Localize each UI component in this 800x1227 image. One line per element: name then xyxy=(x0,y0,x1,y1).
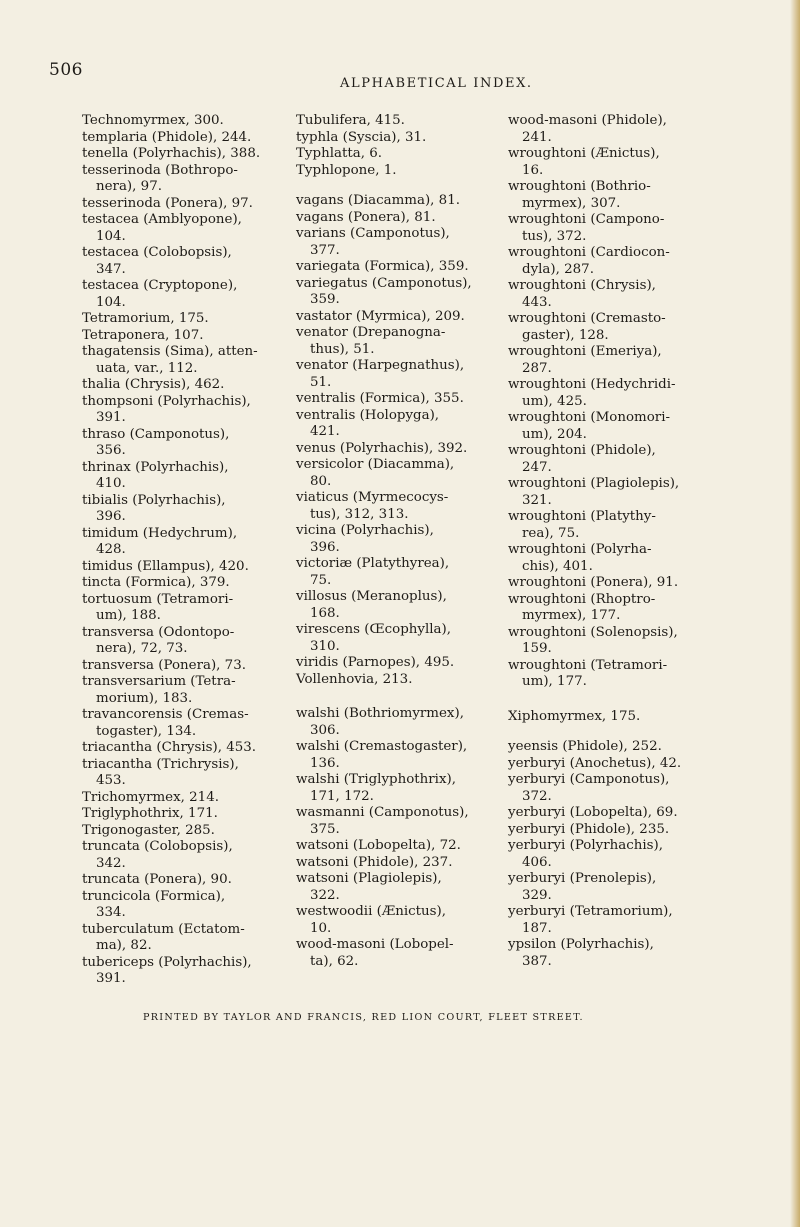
index-entry: walshi (Triglyphothrix), xyxy=(296,772,457,787)
index-entry: wroughtoni (Rhoptro- xyxy=(508,591,656,607)
index-entry-continuation: 359. xyxy=(310,292,340,307)
index-entry-continuation: 136. xyxy=(310,755,340,771)
index-entry: tortuosum (Tetramori- xyxy=(82,591,234,607)
index-entry: ypsilon (Polyrhachis), xyxy=(508,937,654,952)
index-entry: watsoni (Plagiolepis), xyxy=(296,871,442,886)
index-entry: yerburyi (Lobopelta), 69. xyxy=(508,805,678,820)
index-entry-continuation: 159. xyxy=(522,641,552,656)
index-entry: Technomyrmex, 300. xyxy=(82,113,224,128)
index-entry: wroughtoni (Plagiolepis), xyxy=(508,476,680,491)
index-entry: yerburyi (Phidole), 235. xyxy=(508,821,670,837)
index-entry-continuation: gaster), 128. xyxy=(522,327,609,343)
section-gap xyxy=(296,179,506,193)
index-entry: testacea (Colobopsis), xyxy=(82,245,232,260)
index-entry: wroughtoni (Emeriya), xyxy=(508,344,662,359)
index-entry-continuation: 171, 172. xyxy=(310,788,374,804)
index-entry-continuation: 342. xyxy=(96,855,126,871)
index-entry: vagans (Ponera), 81. xyxy=(296,209,436,225)
index-entry: westwoodii (Ænictus), xyxy=(296,904,447,919)
index-entry-continuation: ta), 62. xyxy=(310,953,359,969)
index-entry: tibialis (Polyrhachis), xyxy=(82,492,226,508)
index-entry-continuation: tus), 372. xyxy=(522,228,587,244)
index-entry-continuation: 396. xyxy=(96,509,126,524)
index-entry-continuation: 391. xyxy=(96,971,126,986)
index-entry: testacea (Amblyopone), xyxy=(82,212,242,227)
index-entry-continuation: 387. xyxy=(522,953,552,969)
index-entry-continuation: 287. xyxy=(522,360,552,376)
running-head-title: ALPHABETICAL INDEX. xyxy=(340,76,533,91)
index-entry-continuation: uata, var., 112. xyxy=(96,360,198,376)
index-entry: testacea (Cryptopone), xyxy=(82,278,238,293)
printer-imprint: PRINTED BY TAYLOR AND FRANCIS, RED LION COURT, FLEET STREET. xyxy=(143,1012,584,1023)
index-entry: tenella (Polyrhachis), 388. xyxy=(82,146,261,161)
index-entry-continuation: 428. xyxy=(96,542,126,557)
index-entry: versicolor (Diacamma), xyxy=(296,457,455,472)
index-entry-continuation: 51. xyxy=(310,374,332,390)
index-entry-continuation: 310. xyxy=(310,638,340,654)
index-entry: villosus (Meranoplus), xyxy=(296,589,447,604)
index-entry: wroughtoni (Monomori- xyxy=(508,410,671,425)
page-number: 506 xyxy=(49,60,83,80)
index-entry-continuation: um), 177. xyxy=(522,674,587,689)
index-entry-continuation: myrmex), 177. xyxy=(522,608,621,623)
index-entry: yerburyi (Tetramorium), xyxy=(508,904,673,919)
index-entry: wroughtoni (Platythy- xyxy=(508,509,656,524)
index-entry: wroughtoni (Cremasto- xyxy=(508,311,666,326)
section-gap xyxy=(508,725,723,739)
index-entry: vagans (Diacamma), 81. xyxy=(296,193,460,208)
index-entry-continuation: 377. xyxy=(310,242,340,258)
index-entry: wroughtoni (Hedychridi- xyxy=(508,377,676,392)
index-entry-continuation: um), 188. xyxy=(96,608,161,623)
index-entry: Triglyphothrix, 171. xyxy=(82,806,218,821)
index-column-2 xyxy=(296,113,506,970)
index-entry: transversa (Odontopo- xyxy=(82,624,235,640)
index-entry: watsoni (Phidole), 237. xyxy=(296,854,453,870)
index-entry: Typhlatta, 6. xyxy=(296,146,382,161)
index-entry-continuation: 241. xyxy=(522,129,552,145)
index-entry: virescens (Œcophylla), xyxy=(296,622,452,637)
index-entry-continuation: 356. xyxy=(96,443,126,458)
index-entry-continuation: 187. xyxy=(522,920,552,936)
index-entry: Tetramorium, 175. xyxy=(82,311,209,326)
index-entry: wroughtoni (Chrysis), xyxy=(508,278,656,293)
index-entry: varians (Camponotus), xyxy=(296,226,450,241)
index-entry: wasmanni (Camponotus), xyxy=(296,805,469,820)
index-entry: templaria (Phidole), 244. xyxy=(82,129,252,145)
index-entry-continuation: 16. xyxy=(522,162,544,178)
index-entry: variegata (Formica), 359. xyxy=(296,259,469,274)
index-entry: tuberculatum (Ectatom- xyxy=(82,921,245,937)
index-entry-continuation: 322. xyxy=(310,887,340,903)
index-entry: yerburyi (Prenolepis), xyxy=(508,871,657,886)
index-entry: tesserinoda (Ponera), 97. xyxy=(82,195,253,211)
index-entry-continuation: 406. xyxy=(522,854,552,870)
index-column-3 xyxy=(508,113,723,970)
index-entry-continuation: 396. xyxy=(310,539,340,555)
index-entry: truncicola (Formica), xyxy=(82,888,226,904)
index-entry-continuation: myrmex), 307. xyxy=(522,195,621,211)
index-entry: thalia (Chrysis), 462. xyxy=(82,377,225,392)
index-entry-continuation: 247. xyxy=(522,459,552,475)
index-entry: wroughtoni (Phidole), xyxy=(508,443,656,458)
index-entry: transversarium (Tetra- xyxy=(82,674,236,689)
index-entry-continuation: rea), 75. xyxy=(522,525,580,541)
page-edge xyxy=(790,0,800,1227)
index-entry: Trigonogaster, 285. xyxy=(82,822,215,838)
index-entry-continuation: 321. xyxy=(522,492,552,508)
section-gap xyxy=(296,688,506,706)
index-entry: wroughtoni (Tetramori- xyxy=(508,657,668,673)
index-entry: Typhlopone, 1. xyxy=(296,162,397,178)
index-entry-continuation: tus), 312, 313. xyxy=(310,506,409,522)
index-entry: wroughtoni (Ponera), 91. xyxy=(508,575,679,590)
index-entry: victoriæ (Platythyrea), xyxy=(296,556,450,571)
index-entry: travancorensis (Cremas- xyxy=(82,707,249,722)
index-entry-continuation: 168. xyxy=(310,605,340,621)
index-entry-continuation: 75. xyxy=(310,572,332,588)
index-entry: vastator (Myrmica), 209. xyxy=(296,308,465,324)
index-entry-continuation: nera), 97. xyxy=(96,179,162,194)
index-entry: Tubulifera, 415. xyxy=(296,113,405,128)
index-entry-continuation: morium), 183. xyxy=(96,690,193,706)
index-entry: yerburyi (Anochetus), 42. xyxy=(508,755,682,771)
index-entry: yeensis (Phidole), 252. xyxy=(508,739,662,754)
index-entry-continuation: 443. xyxy=(522,294,552,310)
index-entry-continuation: 104. xyxy=(96,294,126,310)
index-entry: tincta (Formica), 379. xyxy=(82,575,230,590)
index-entry: Vollenhovia, 213. xyxy=(296,671,413,687)
index-entry: Trichomyrmex, 214. xyxy=(82,789,219,805)
index-entry: yerburyi (Camponotus), xyxy=(508,772,670,787)
index-entry: venator (Drepanogna- xyxy=(296,325,446,340)
index-entry: wood-masoni (Lobopel- xyxy=(296,937,454,952)
index-entry: tubericeps (Polyrhachis), xyxy=(82,954,252,970)
index-entry: thraso (Camponotus), xyxy=(82,426,230,442)
index-entry-continuation: 391. xyxy=(96,410,126,425)
index-entry-continuation: ma), 82. xyxy=(96,938,152,953)
index-entry: thompsoni (Polyrhachis), xyxy=(82,393,251,409)
index-entry: wroughtoni (Bothrio- xyxy=(508,179,651,194)
index-entry: thagatensis (Sima), atten- xyxy=(82,344,258,359)
index-entry: yerburyi (Polyrhachis), xyxy=(508,838,663,853)
index-entry-continuation: um), 204. xyxy=(522,426,587,442)
index-entry: triacantha (Chrysis), 453. xyxy=(82,740,257,755)
index-entry: truncata (Colobopsis), xyxy=(82,839,233,854)
index-entry-continuation: nera), 72, 73. xyxy=(96,641,188,656)
index-entry-continuation: um), 425. xyxy=(522,393,587,409)
index-entry: typhla (Syscia), 31. xyxy=(296,129,427,145)
index-entry: walshi (Bothriomyrmex), xyxy=(296,706,464,721)
index-entry-continuation: 306. xyxy=(310,722,340,738)
index-entry: wroughtoni (Solenopsis), xyxy=(508,624,678,640)
index-entry: transversa (Ponera), 73. xyxy=(82,657,246,673)
index-entry: viaticus (Myrmecocys- xyxy=(296,490,449,505)
index-entry: ventralis (Holopyga), xyxy=(296,407,440,423)
index-entry: vicina (Polyrhachis), xyxy=(296,523,434,538)
index-entry: variegatus (Camponotus), xyxy=(296,275,472,291)
index-entry: viridis (Parnopes), 495. xyxy=(296,655,455,670)
index-entry: wroughtoni (Campono- xyxy=(508,212,665,227)
index-entry: triacantha (Trichrysis), xyxy=(82,756,239,772)
section-gap xyxy=(508,691,723,709)
index-entry: Tetraponera, 107. xyxy=(82,327,204,343)
index-entry: wroughtoni (Cardiocon- xyxy=(508,245,670,260)
index-entry-continuation: 372. xyxy=(522,788,552,804)
index-entry: Xiphomyrmex, 175. xyxy=(508,708,641,724)
index-entry-continuation: 104. xyxy=(96,228,126,244)
index-entry-continuation: chis), 401. xyxy=(522,558,593,574)
index-entry-continuation: 10. xyxy=(310,920,332,936)
index-entry-continuation: dyla), 287. xyxy=(522,261,594,277)
index-entry-continuation: 375. xyxy=(310,821,340,837)
index-entry-continuation: togaster), 134. xyxy=(96,723,197,739)
index-entry-continuation: 329. xyxy=(522,887,552,903)
index-entry-continuation: thus), 51. xyxy=(310,341,375,357)
index-entry: venus (Polyrhachis), 392. xyxy=(296,440,468,456)
index-entry-continuation: 334. xyxy=(96,905,126,920)
index-entry: watsoni (Lobopelta), 72. xyxy=(296,838,461,853)
index-entry: ventralis (Formica), 355. xyxy=(296,391,464,406)
index-entry: walshi (Cremastogaster), xyxy=(296,739,468,754)
index-entry: thrinax (Polyrhachis), xyxy=(82,459,229,475)
index-entry-continuation: 453. xyxy=(96,773,126,788)
index-entry: timidum (Hedychrum), xyxy=(82,525,238,541)
index-entry: truncata (Ponera), 90. xyxy=(82,872,232,887)
index-entry-continuation: 421. xyxy=(310,424,340,439)
index-entry-continuation: 80. xyxy=(310,473,332,489)
index-entry: wroughtoni (Ænictus), xyxy=(508,146,660,161)
index-column-1 xyxy=(82,113,282,988)
index-entry: wood-masoni (Phidole), xyxy=(508,113,667,128)
index-entry-continuation: 410. xyxy=(96,476,126,491)
index-entry-continuation: 347. xyxy=(96,261,126,277)
index-entry: venator (Harpegnathus), xyxy=(296,358,465,373)
index-entry: timidus (Ellampus), 420. xyxy=(82,558,249,574)
index-entry: wroughtoni (Polyrha- xyxy=(508,542,652,557)
index-entry: tesserinoda (Bothropo- xyxy=(82,162,238,178)
